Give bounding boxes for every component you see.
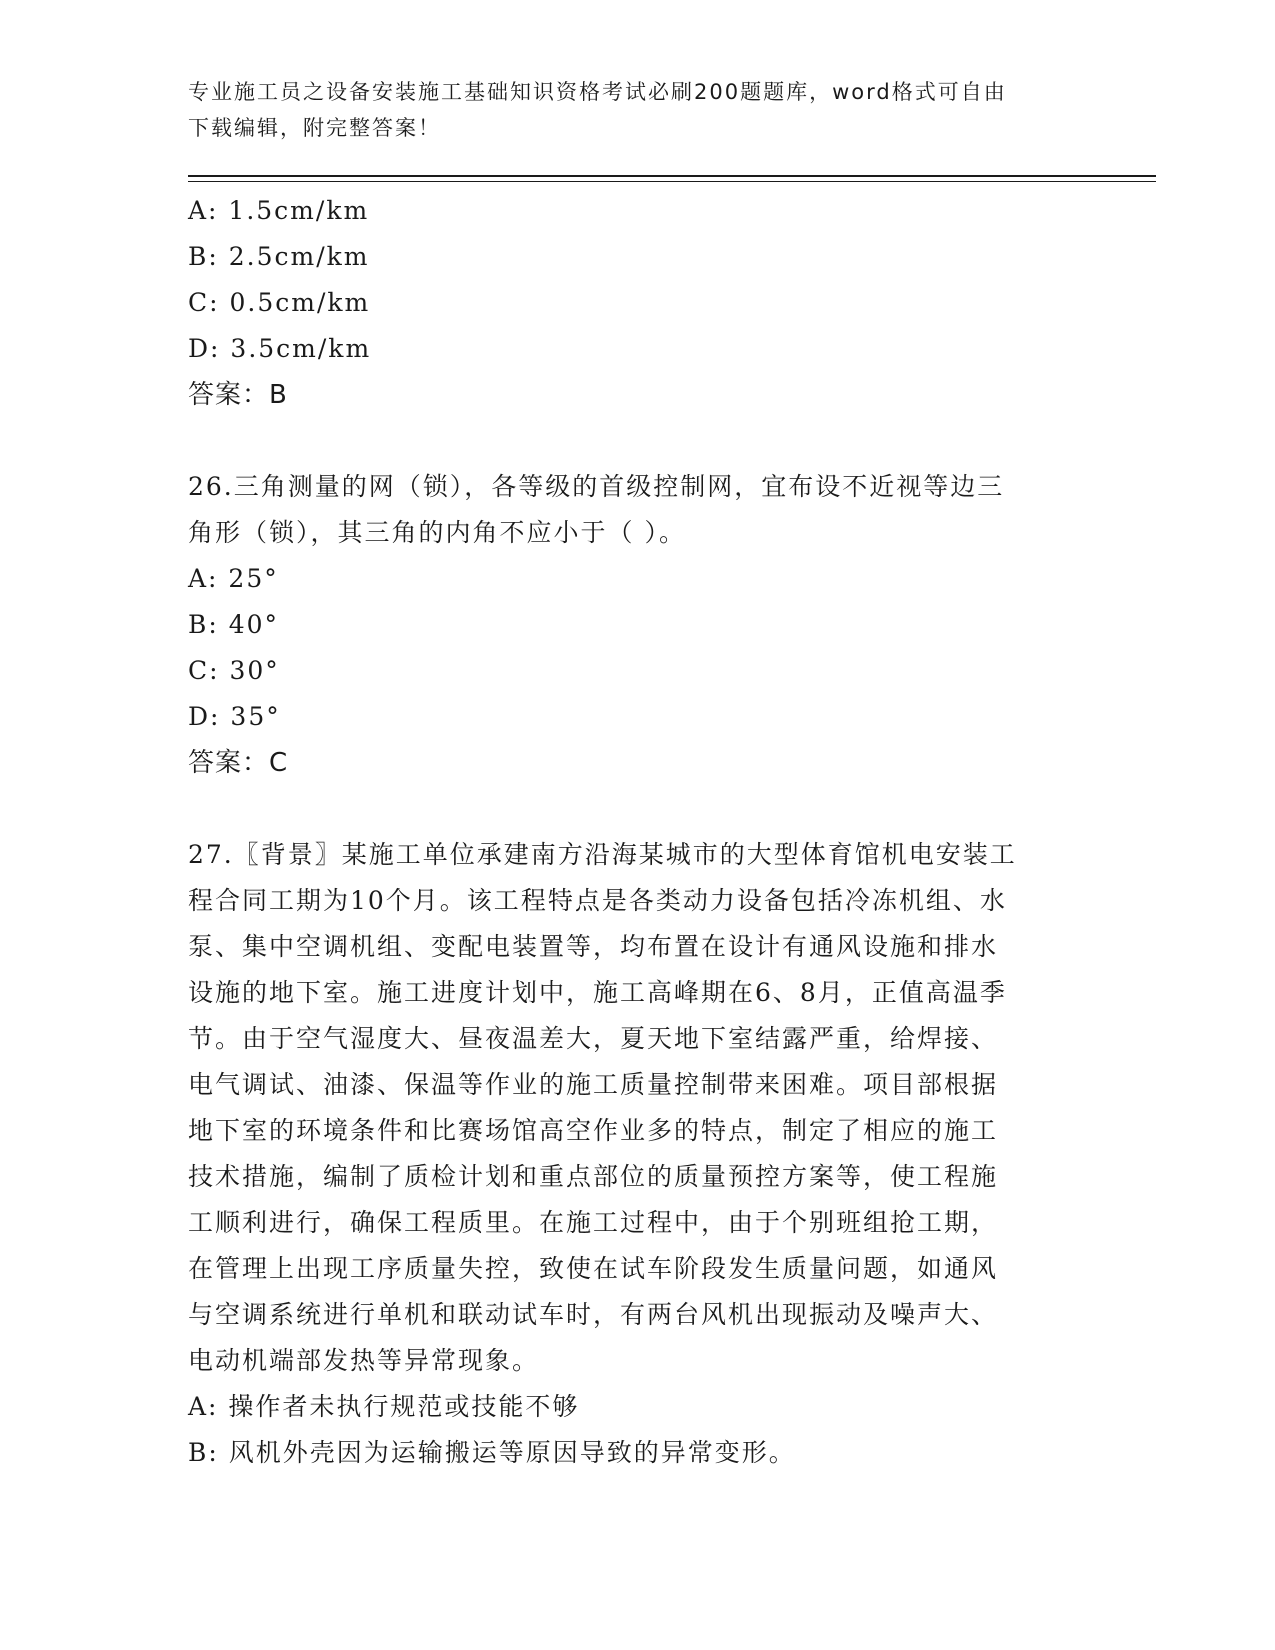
answer-line: 答案：B bbox=[188, 380, 288, 410]
option-a: A: 25° bbox=[188, 564, 279, 593]
option-a: A: 操作者未执行规范或技能不够 bbox=[188, 1392, 580, 1421]
question-26 bbox=[188, 464, 1088, 786]
stem-line: 电气调试、油漆、保温等作业的施工质量控制带来困难。项目部根据 bbox=[188, 1070, 999, 1099]
document-body bbox=[188, 188, 1088, 1476]
spacer bbox=[188, 418, 1088, 464]
header-rule-thin bbox=[188, 181, 1156, 182]
header-line-2: 下载编辑，附完整答案！ bbox=[188, 116, 441, 140]
header-line-1: 专业施工员之设备安装施工基础知识资格考试必刷200题题库，word格式可自由 bbox=[188, 80, 1007, 104]
page-header bbox=[188, 74, 1068, 146]
stem-line: 与空调系统进行单机和联动试车时，有两台风机出现振动及噪声大、 bbox=[188, 1300, 999, 1329]
spacer bbox=[188, 786, 1088, 832]
stem-line: 26.三角测量的网（锁），各等级的首级控制网，宜布设不近视等边三 bbox=[188, 472, 1005, 501]
stem-line: 程合同工期为10个月。该工程特点是各类动力设备包括冷冻机组、水 bbox=[188, 886, 1007, 915]
question-stem bbox=[188, 464, 1088, 556]
question-25 bbox=[188, 188, 1088, 418]
stem-line: 电动机端部发热等异常现象。 bbox=[188, 1346, 540, 1375]
option-d: D: 3.5cm/km bbox=[188, 334, 372, 363]
option-c: C: 0.5cm/km bbox=[188, 288, 371, 317]
option-b: B: 2.5cm/km bbox=[188, 242, 370, 271]
option-b: B: 风机外壳因为运输搬运等原因导致的异常变形。 bbox=[188, 1438, 796, 1467]
stem-line: 工顺利进行，确保工程质里。在施工过程中，由于个别班组抢工期， bbox=[188, 1208, 999, 1237]
stem-line: 在管理上出现工序质量失控，致使在试车阶段发生质量问题，如通风 bbox=[188, 1254, 999, 1283]
stem-line: 设施的地下室。施工进度计划中，施工高峰期在6、8月，正值高温季 bbox=[188, 978, 1007, 1007]
stem-line: 泵、集中空调机组、变配电装置等，均布置在设计有通风设施和排水 bbox=[188, 932, 999, 961]
stem-line: 地下室的环境条件和比赛场馆高空作业多的特点，制定了相应的施工 bbox=[188, 1116, 999, 1145]
stem-line: 角形（锁），其三角的内角不应小于（ ）。 bbox=[188, 518, 686, 547]
stem-line: 技术措施，编制了质检计划和重点部位的质量预控方案等，使工程施 bbox=[188, 1162, 999, 1191]
option-d: D: 35° bbox=[188, 702, 281, 731]
question-stem bbox=[188, 832, 1088, 1384]
option-a: A: 1.5cm/km bbox=[188, 196, 370, 225]
option-b: B: 40° bbox=[188, 610, 280, 639]
stem-line: 节。由于空气湿度大、昼夜温差大，夏天地下室结露严重，给焊接、 bbox=[188, 1024, 999, 1053]
header-rule-thick bbox=[188, 175, 1156, 177]
question-27 bbox=[188, 832, 1088, 1476]
option-c: C: 30° bbox=[188, 656, 280, 685]
stem-line: 27.〖背景〗某施工单位承建南方沿海某城市的大型体育馆机电安装工 bbox=[188, 840, 1017, 869]
answer-line: 答案：C bbox=[188, 748, 289, 778]
